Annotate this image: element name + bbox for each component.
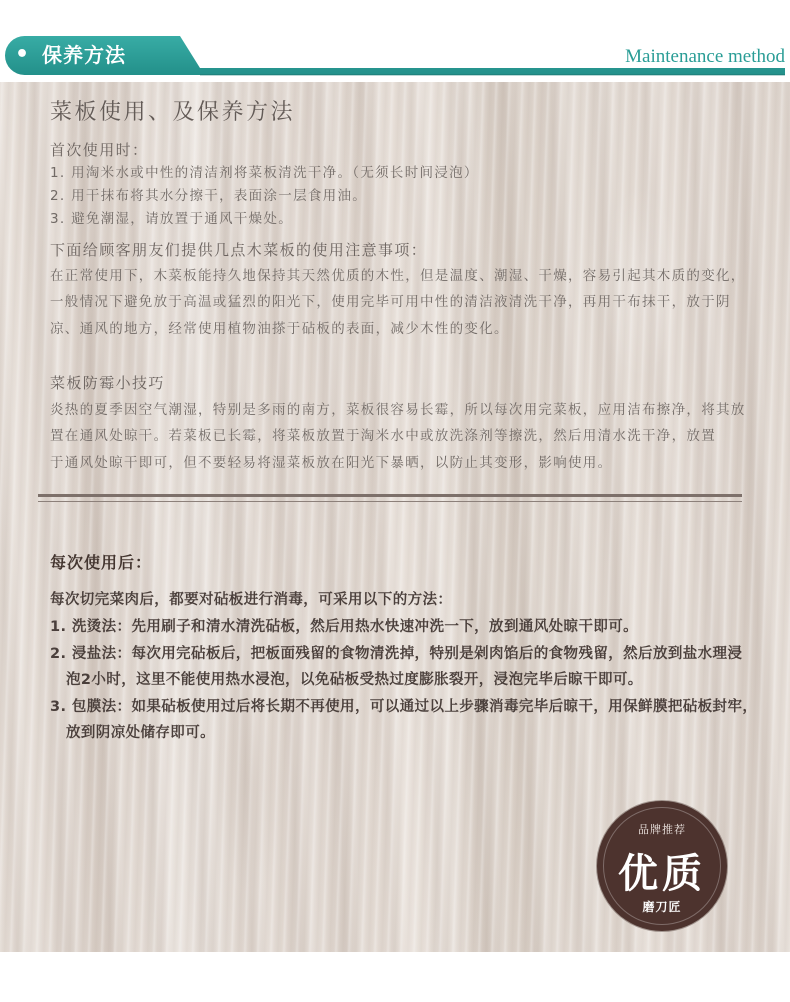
after-use-heading: 每次使用后： <box>50 553 153 572</box>
notes-heading: 下面给顾客朋友们提供几点木菜板的使用注意事项： <box>50 241 428 259</box>
badge-main-text: 优质 <box>618 850 706 897</box>
first-use-item: 1. 用淘米水或中性的清洁剂将菜板清洗干净。（无须长时间浸泡） <box>50 165 479 181</box>
badge-brand-text: 磨刀匠 <box>642 900 682 914</box>
header-title: 保养方法 <box>42 43 126 67</box>
notes-line: 在正常使用下，木菜板能持久地保持其天然优质的木性，但是温度、潮湿、干燥，容易引起其木质的变化， <box>50 268 746 284</box>
bottom-margin <box>0 952 790 1002</box>
first-use-item: 2. 用干抹布将其水分擦干，表面涂一层食用油。 <box>50 188 368 204</box>
after-use-line: 泡2小时，这里不能使用热水浸泡，以免砧板受热过度膨胀裂开，浸泡完毕后晾干即可。 <box>66 672 643 688</box>
section-divider-thin <box>38 501 742 502</box>
after-use-line: 放到阴凉处储存即可。 <box>66 725 215 741</box>
mold-tips-line: 置在通风处晾干。若菜板已长霉，将菜板放置于淘米水中或放洗涤剂等擦洗，然后用清水洗干净，放置 <box>50 428 716 444</box>
after-use-line: 2. 浸盐法：每次用完砧板后，把板面残留的食物清洗掉，特别是剁肉馅后的食物残留，然后放到盐水理浸 <box>50 646 743 662</box>
mold-tips-line: 炎热的夏季因空气潮湿，特别是多雨的南方，菜板很容易长霉，所以每次用完菜板，应用洁布擦净，将其放 <box>50 402 746 418</box>
mold-tips-line: 于通风处晾干即可，但不要轻易将湿菜板放在阳光下暴晒，以防止其变形，影响使用。 <box>50 455 613 471</box>
notes-line: 一般情况下避免放于高温或猛烈的阳光下，使用完毕可用中性的清洁液清洗干净，再用干布抹干，放于阴 <box>50 294 731 310</box>
notes-line: 凉、通风的地方，经常使用植物油搽于砧板的表面，减少木性的变化。 <box>50 321 509 337</box>
header-bullet: • <box>15 42 30 67</box>
after-use-intro: 每次切完菜肉后，都要对砧板进行消毒，可采用以下的方法： <box>50 592 453 608</box>
section-divider <box>38 494 742 497</box>
section-header <box>0 0 790 82</box>
header-subtitle: Maintenance method <box>625 46 785 67</box>
usage-title: 菜板使用、及保养方法 <box>50 100 296 125</box>
first-use-item: 3. 避免潮湿，请放置于通风干燥处。 <box>50 211 294 227</box>
after-use-line: 1. 洗烫法：先用刷子和清水清洗砧板，然后用热水快速冲洗一下，放到通风处晾干即可。 <box>50 619 639 635</box>
after-use-line: 3. 包膜法：如果砧板使用过后将长期不再使用，可以通过以上步骤消毒完毕后晾干，用保鲜膜把砧板封牢， <box>50 699 758 715</box>
first-use-heading: 首次使用时： <box>50 141 149 159</box>
mold-tips-heading: 菜板防霉小技巧 <box>50 374 165 392</box>
brand-badge-logo <box>597 801 727 931</box>
badge-top-text: 品牌推荐 <box>638 823 686 836</box>
